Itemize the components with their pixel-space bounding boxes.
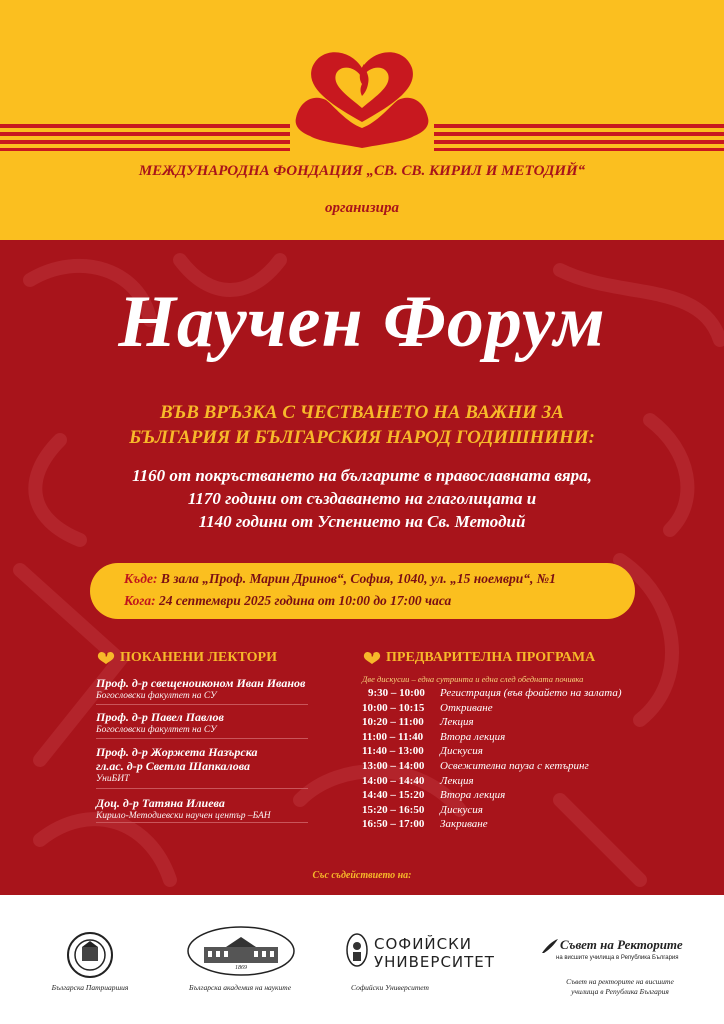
program-desc: Регистрация (във фоайето на залата) (440, 687, 622, 699)
program-row (362, 687, 652, 702)
program-time: 9:30 – 10:00 (368, 687, 425, 699)
program-time: 11:40 – 13:00 (362, 745, 424, 758)
partner-academy-label: Българска академия на науките (188, 983, 292, 992)
program-heading (362, 650, 595, 666)
academy-year: 1869 (235, 965, 247, 971)
program-time: 14:00 – 14:40 (362, 774, 425, 787)
program-row (362, 745, 652, 760)
when-label: Кога: (124, 593, 156, 608)
sofia-university-logo-line-1: СОФИЙСКИ (374, 935, 472, 953)
lecturers-heading (96, 650, 277, 666)
program-row (362, 804, 652, 819)
header-band (0, 0, 724, 240)
program-row (362, 716, 652, 731)
divider (96, 822, 308, 823)
program-row (362, 789, 652, 804)
lecturer-item (96, 710, 308, 736)
lecturer-item (96, 745, 308, 785)
program-row (362, 760, 652, 775)
program-desc: Освежителна пауза с кетъринг (440, 759, 589, 772)
program-time: 10:00 – 10:15 (362, 701, 425, 714)
lecturer-name: Проф. д-р Павел Павлов (96, 710, 224, 724)
program-time: 14:40 – 15:20 (362, 789, 425, 802)
where-value: В зала „Проф. Марин Дринов“, София, 1040, ул. „15 ноември“, №1 (157, 571, 556, 586)
where-label: Къде: (124, 571, 158, 586)
partners-band (0, 895, 724, 1024)
organization-name: МЕЖДУНАРОДНА ФОНДАЦИЯ „СВ. СВ. КИРИЛ И МЕТОДИЙ“ (138, 163, 586, 179)
program-time: 11:00 – 11:40 (362, 730, 424, 743)
lecturer-affiliation: Кирило-Методиевски научен център –БАН (96, 811, 271, 821)
lecturer-affiliation: Богословски факултет на СУ (96, 725, 217, 735)
program-row (362, 818, 652, 833)
anniversary-item: 1140 години от Успението на Св. Методий (198, 512, 526, 531)
subtitle-line-1: ВЪВ ВРЪЗКА С ЧЕСТВАНЕТО НА ВАЖНИ ЗА (160, 402, 564, 423)
rectors-logo-title: Съвет на Ректорите (560, 937, 683, 952)
lecturer-item (96, 796, 308, 822)
heart-hands-icon (362, 650, 382, 666)
venue-where (124, 571, 556, 587)
program-time: 10:20 – 11:00 (362, 716, 424, 729)
partner-rectors-label (550, 977, 690, 997)
anniversary-item: 1170 години от създаването на глаголицата и (187, 489, 537, 508)
organizes-label: организира (325, 200, 399, 216)
lecturer-name: Проф. д-р свещеноиконом Иван Иванов (96, 676, 306, 690)
program-desc: Откриване (440, 701, 493, 714)
foundation-hands-logo-icon (290, 38, 434, 154)
program-time: 16:50 – 17:00 (362, 818, 425, 831)
sofia-university-logo-line-2: УНИВЕРСИТЕТ (374, 953, 495, 971)
program-desc: Закриване (440, 818, 488, 831)
subtitle-line-2: БЪЛГАРИЯ И БЪЛГАРСКИЯ НАРОД ГОДИШНИНИ: (129, 427, 595, 448)
program-desc: Втора лекция (440, 789, 506, 802)
lecturer-name: Проф. д-р Жоржета Назърска (96, 745, 258, 759)
program-desc: Дискусия (440, 745, 483, 758)
program-desc: Дискусия (440, 803, 483, 816)
program-list (362, 674, 652, 833)
program-desc: Лекция (440, 774, 474, 787)
anniversaries-list (0, 464, 724, 533)
patriarchate-seal-icon (66, 931, 114, 979)
sofia-university-emblem-icon (346, 933, 368, 967)
lecturer-affiliation: Богословски факултет на СУ (96, 691, 217, 701)
partner-university-label: Софийски Университет (351, 983, 429, 992)
quill-icon (540, 937, 560, 955)
program-row (362, 775, 652, 790)
program-time: 13:00 – 14:00 (362, 759, 425, 772)
when-value: 24 септември 2025 година от 10:00 до 17:00 часа (155, 593, 452, 608)
lecturers-heading-text: ПОКАНЕНИ ЛЕКТОРИ (120, 650, 277, 666)
cooperation-label: Със съдействието на: (312, 870, 412, 881)
divider (96, 738, 308, 739)
divider (96, 704, 308, 705)
program-row (362, 702, 652, 717)
program-note: Две дискусии – една сутринта и една след обедната почивка (362, 674, 584, 684)
lecturer-name: Доц. д-р Татяна Илиева (96, 796, 225, 810)
program-time: 15:20 – 16:50 (362, 803, 425, 816)
program-desc: Втора лекция (440, 730, 506, 743)
program-heading-text: ПРЕДВАРИТЕЛНА ПРОГРАМА (386, 650, 596, 666)
partner-patriarchate-label: Българска Патриаршия (51, 983, 129, 992)
program-row (362, 731, 652, 746)
heart-hands-icon (96, 650, 116, 666)
anniversary-item: 1160 от покръстването на българите в православната вяра, (132, 466, 592, 485)
divider (96, 788, 308, 789)
lecturer-name-2: гл.ас. д-р Светла Шапкалова (96, 759, 250, 773)
page-title: Научен Форум (118, 281, 606, 363)
lecturer-item (96, 676, 308, 702)
program-desc: Лекция (440, 716, 474, 729)
rectors-logo-subtitle: на висшите училища в Република България (556, 955, 679, 961)
event-subtitle (0, 400, 724, 450)
venue-box (90, 563, 635, 619)
venue-when (124, 593, 451, 609)
partner-rectors-line-2: училища в Република България (571, 987, 669, 996)
partner-rectors-line-1: Съвет на ректорите на висшите (566, 977, 674, 986)
lecturer-affiliation: УниБИТ (96, 774, 130, 784)
